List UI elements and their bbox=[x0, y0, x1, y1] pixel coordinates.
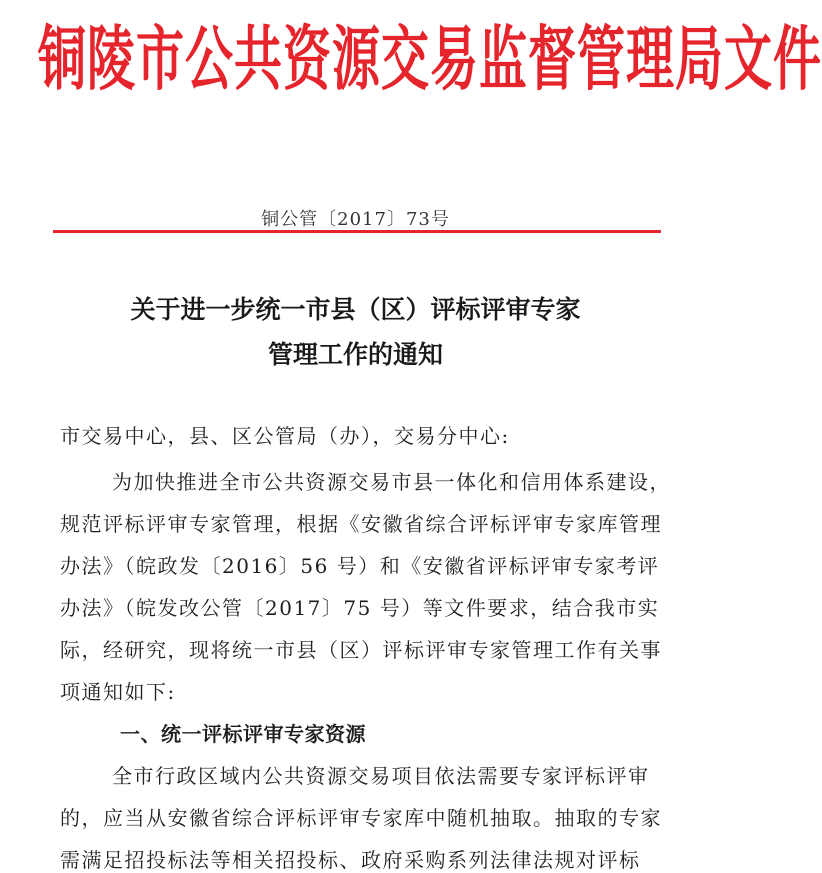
body-line: 办法》（皖发改公管〔2017〕75 号）等文件要求，结合我市实 bbox=[60, 596, 660, 620]
body-line: 为加快推进全市公共资源交易市县一体化和信用体系建设， bbox=[112, 470, 671, 494]
body-line: 项通知如下: bbox=[60, 680, 176, 704]
red-divider-line bbox=[53, 230, 661, 233]
body-line: 规范评标评审专家管理，根据《安徽省综合评标评审专家库管理 bbox=[60, 512, 662, 536]
notice-title-line-2: 管理工作的通知 bbox=[267, 340, 443, 369]
body-line: 际，经研究，现将统一市县（区）评标评审专家管理工作有关事 bbox=[60, 638, 662, 662]
body-line: 办法》（皖政发〔2016〕56 号）和《安徽省评标评审专家考评 bbox=[60, 554, 660, 578]
section-heading: 一、统一评标评审专家资源 bbox=[120, 722, 366, 746]
document-number: 铜公管〔2017〕73号 bbox=[261, 209, 450, 230]
body-line: 需满足招投标法等相关招投标、政府采购系列法律法规对评标 bbox=[60, 848, 641, 872]
notice-title-line-1: 关于进一步统一市县（区）评标评审专家 bbox=[130, 295, 581, 324]
salutation: 市交易中心，县、区公管局（办），交易分中心: bbox=[60, 424, 510, 448]
document-masthead: 铜陵市公共资源交易监督管理局文件 bbox=[38, 19, 822, 101]
body-line: 的，应当从安徽省综合评标评审专家库中随机抽取。抽取的专家 bbox=[60, 806, 662, 830]
body-line: 全市行政区域内公共资源交易项目依法需要专家评标评审 bbox=[112, 764, 650, 788]
